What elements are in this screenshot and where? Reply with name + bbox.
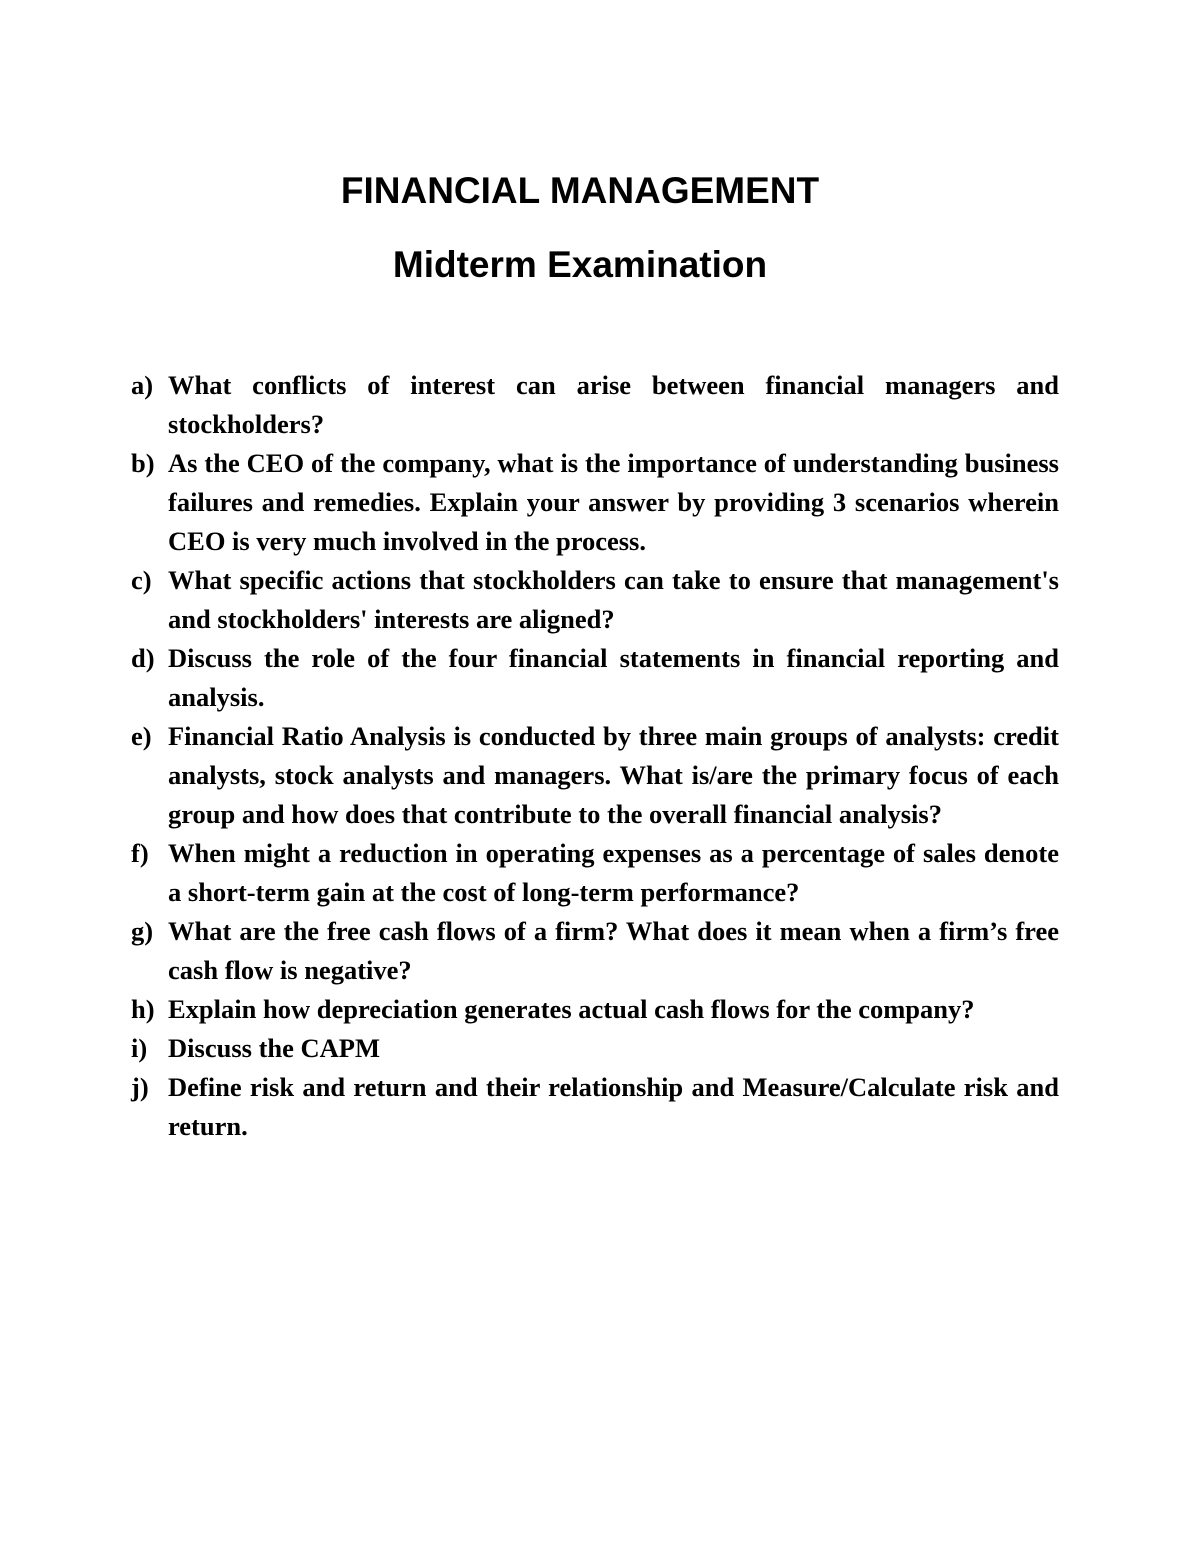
document-title: FINANCIAL MANAGEMENT (340, 170, 820, 211)
question-letter: a) (131, 370, 154, 400)
question-letter: b) (131, 448, 155, 478)
question-letter: g) (131, 916, 154, 946)
question-text: What are the free cash flows of a firm? What does it mean when a firm’s free cash flow is negative? (168, 916, 1059, 985)
question-text: What specific actions that stockholders can take to ensure that management's and stockholders' interests are aligned? (168, 565, 1059, 634)
question-text: Discuss the CAPM (168, 1033, 380, 1063)
question-letter: e) (131, 721, 152, 751)
question-text: Define risk and return and their relationship and Measure/Calculate risk and return. (168, 1072, 1059, 1141)
question-item-f (131, 834, 1059, 912)
question-item-h (131, 990, 1059, 1029)
document-subtitle: Midterm Examination (392, 244, 768, 285)
question-letter: f) (131, 838, 149, 868)
question-letter: c) (131, 565, 152, 595)
question-text: Financial Ratio Analysis is conducted by three main groups of analysts: credit analysts, stock analysts and managers. What is/are the primary focus of each group and how does that contribute to the overall financial analysis? (168, 721, 1059, 829)
question-item-i (131, 1029, 1059, 1068)
question-letter: i) (131, 1033, 148, 1063)
question-letter: h) (131, 994, 155, 1024)
question-item-c (131, 561, 1059, 639)
question-text: What conflicts of interest can arise between financial managers and stockholders? (168, 370, 1059, 439)
question-text: When might a reduction in operating expenses as a percentage of sales denote a short-term gain at the cost of long-term performance? (168, 838, 1059, 907)
question-list (131, 366, 1059, 1146)
question-item-a (131, 366, 1059, 444)
question-letter: d) (131, 643, 155, 673)
question-item-e (131, 717, 1059, 834)
question-text: Discuss the role of the four financial statements in financial reporting and analysis. (168, 643, 1059, 712)
question-text: Explain how depreciation generates actual cash flows for the company? (168, 994, 975, 1024)
question-item-j (131, 1068, 1059, 1146)
question-letter: j) (131, 1072, 149, 1102)
question-item-d (131, 639, 1059, 717)
question-item-g (131, 912, 1059, 990)
question-text: As the CEO of the company, what is the importance of understanding business failures and remedies. Explain your answer by providing 3 scenarios wherein CEO is very much involved in the process. (168, 448, 1059, 556)
question-item-b (131, 444, 1059, 561)
